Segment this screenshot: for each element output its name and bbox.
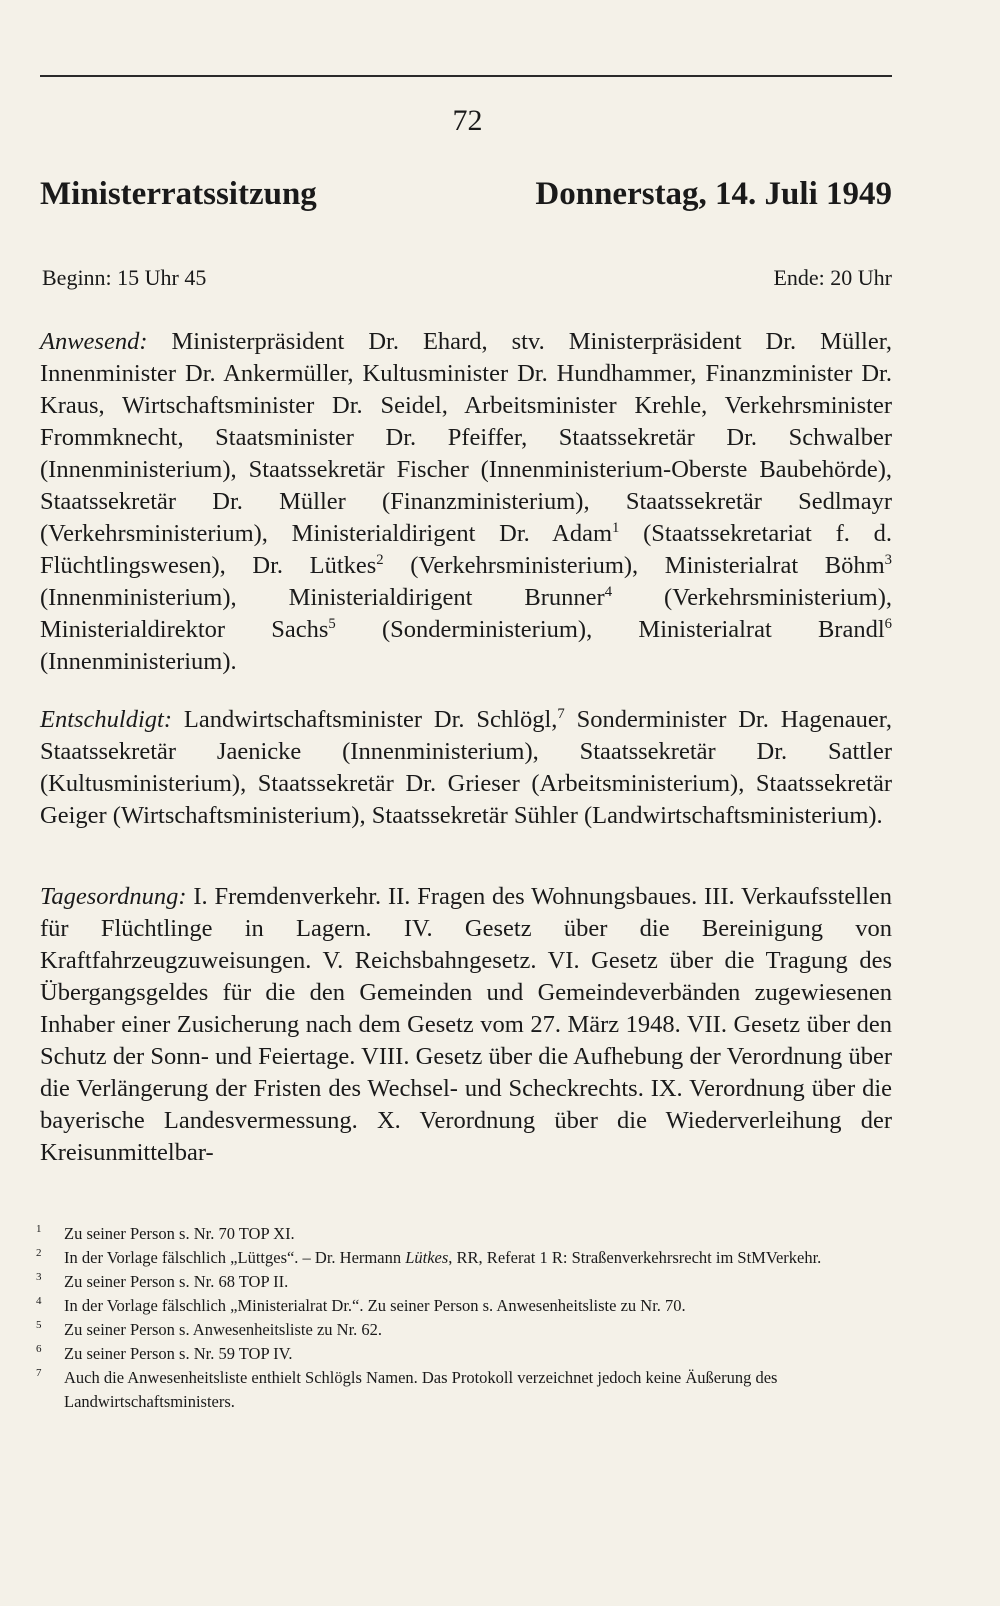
agenda-paragraph [40, 881, 892, 1169]
attendees-text: (Innenministerium). [40, 648, 237, 675]
footnote [36, 1294, 892, 1318]
footnote [36, 1222, 892, 1246]
attendees-text: Ministerpräsident Dr. Ehard, stv. Ministerpräsident Dr. Müller, Innenminister Dr. Ankermüller, Kultusminister Dr. Hundhammer, Finanzminister Dr. Kraus, Wirtschaftsminister Dr. Seidel, Arbeitsminister Krehle, Verkehrsminister Frommknecht, Staatsminister Dr. Pfeiffer, Staatssekretär Dr. Schwalber (Innenministerium), Staatssekretär Fischer (Innenministerium-Oberste Baubehörde), Staatssekretär Dr. Müller (Finanzministerium), Staatssekretär Sedlmayr (Verkehrsministerium), Ministerialdirigent Dr. Adam [40, 328, 892, 547]
footnote-text: , RR, Referat 1 R: Straßenverkehrsrecht im StMVerkehr. [448, 1248, 822, 1267]
attendees-text: (Sonderministerium), Ministerialrat Brandl [335, 616, 885, 643]
excused-paragraph [40, 704, 892, 832]
agenda-text: I. Fremdenverkehr. II. Fragen des Wohnungsbaues. III. Verkaufsstellen für Flüchtlinge in Lagern. IV. Gesetz über die Bereinigung von Kraftfahrzeugzuweisungen. V. Reichsbahngesetz. VI. Gesetz über die Tragung des Übergangsgeldes für die den Gemeinden und Gemeindeverbänden zugewiesenen Inhaber einer Zusicherung nach dem Gesetz vom 27. März 1948. VII. Gesetz über den Schutz der Sonn- und Feiertage. VIII. Gesetz über die Aufhebung der Verordnung über die Verlängerung der Fristen des Wechsel- und Scheckrechts. IX. Verordnung über die bayerische Landesvermessung. X. Verordnung über die Wiederverleihung der Kreisunmittelbar- [40, 883, 892, 1166]
footnote-number: 1 [36, 1223, 42, 1235]
footnote-text: In der Vorlage fälschlich „Lüttges“. – Dr. Hermann [64, 1248, 406, 1267]
footnote [36, 1342, 892, 1366]
footnote-ref: 3 [884, 551, 892, 568]
attendees-paragraph [40, 326, 892, 678]
footnote-text: Zu seiner Person s. Nr. 68 TOP II. [64, 1272, 289, 1291]
footnote-ref: 6 [884, 615, 892, 632]
attendees-text: (Verkehrsministerium), Ministerialrat Böhm [383, 552, 885, 579]
footnote-ref: 7 [557, 705, 565, 722]
footnote-text: Zu seiner Person s. Nr. 59 TOP IV. [64, 1344, 293, 1363]
footnote [36, 1246, 892, 1270]
footnote-number: 3 [36, 1271, 42, 1283]
end-time: Ende: 20 Uhr [773, 265, 892, 290]
top-rule [40, 75, 892, 77]
footnote [36, 1270, 892, 1294]
footnote-number: 2 [36, 1247, 42, 1259]
session-date: Donnerstag, 14. Juli 1949 [535, 176, 892, 212]
excused-text: Landwirtschaftsminister Dr. Schlögl, [172, 706, 558, 733]
footnote-text: Auch die Anwesenheitsliste enthielt Schlögls Namen. Das Protokoll verzeichnet jedoch keine Äußerung des Landwirtschaftsministers. [64, 1368, 778, 1411]
footnote-ref: 1 [612, 519, 620, 536]
session-header [40, 176, 892, 226]
footnote-number: 4 [36, 1295, 42, 1307]
footnote-number: 7 [36, 1367, 42, 1379]
footnote-number: 6 [36, 1343, 42, 1355]
excused-text: Sonderminister Dr. Hagenauer, Staatssekretär Jaenicke (Innenministerium), Staatssekretär Dr. Sattler (Kultusministerium), Staatssekretär Dr. Grieser (Arbeitsministerium), Staatssekretär Geiger (Wirtschaftsministerium), Staatssekretär Sühler (Landwirtschaftsministerium). [40, 706, 892, 829]
footnote-text: In der Vorlage fälschlich „Ministerialrat Dr.“. Zu seiner Person s. Anwesenheitsliste zu Nr. 70. [64, 1296, 686, 1315]
footnote-number: 5 [36, 1319, 42, 1331]
footnote-text: Zu seiner Person s. Anwesenheitsliste zu Nr. 62. [64, 1320, 383, 1339]
footnote [36, 1366, 892, 1414]
session-title: Ministerratssitzung [40, 176, 317, 212]
excused-label: Entschuldigt: [40, 706, 173, 733]
footnote [36, 1318, 892, 1342]
footnote-text: Zu seiner Person s. Nr. 70 TOP XI. [64, 1224, 295, 1243]
attendees-label: Anwesend: [40, 328, 148, 355]
agenda-label: Tagesordnung: [40, 883, 187, 910]
attendees-text: (Innenministerium), Ministerialdirigent Brunner [40, 584, 605, 611]
page-number: 72 [452, 104, 483, 137]
footnote-ref: 2 [376, 551, 384, 568]
attendees-text: (Staatssekretariat f. d. Flüchtlingswesen), Dr. Lütkes [40, 520, 892, 579]
attendees-text: (Verkehrsministerium), Ministerialdirektor Sachs [40, 584, 892, 643]
footnotes [36, 1222, 892, 1414]
footnote-ref: 4 [604, 583, 613, 600]
footnote-ref: 5 [328, 615, 336, 632]
footnote-italic-name: Lütkes [405, 1248, 449, 1267]
session-times [40, 265, 892, 297]
begin-time: Beginn: 15 Uhr 45 [42, 265, 207, 290]
